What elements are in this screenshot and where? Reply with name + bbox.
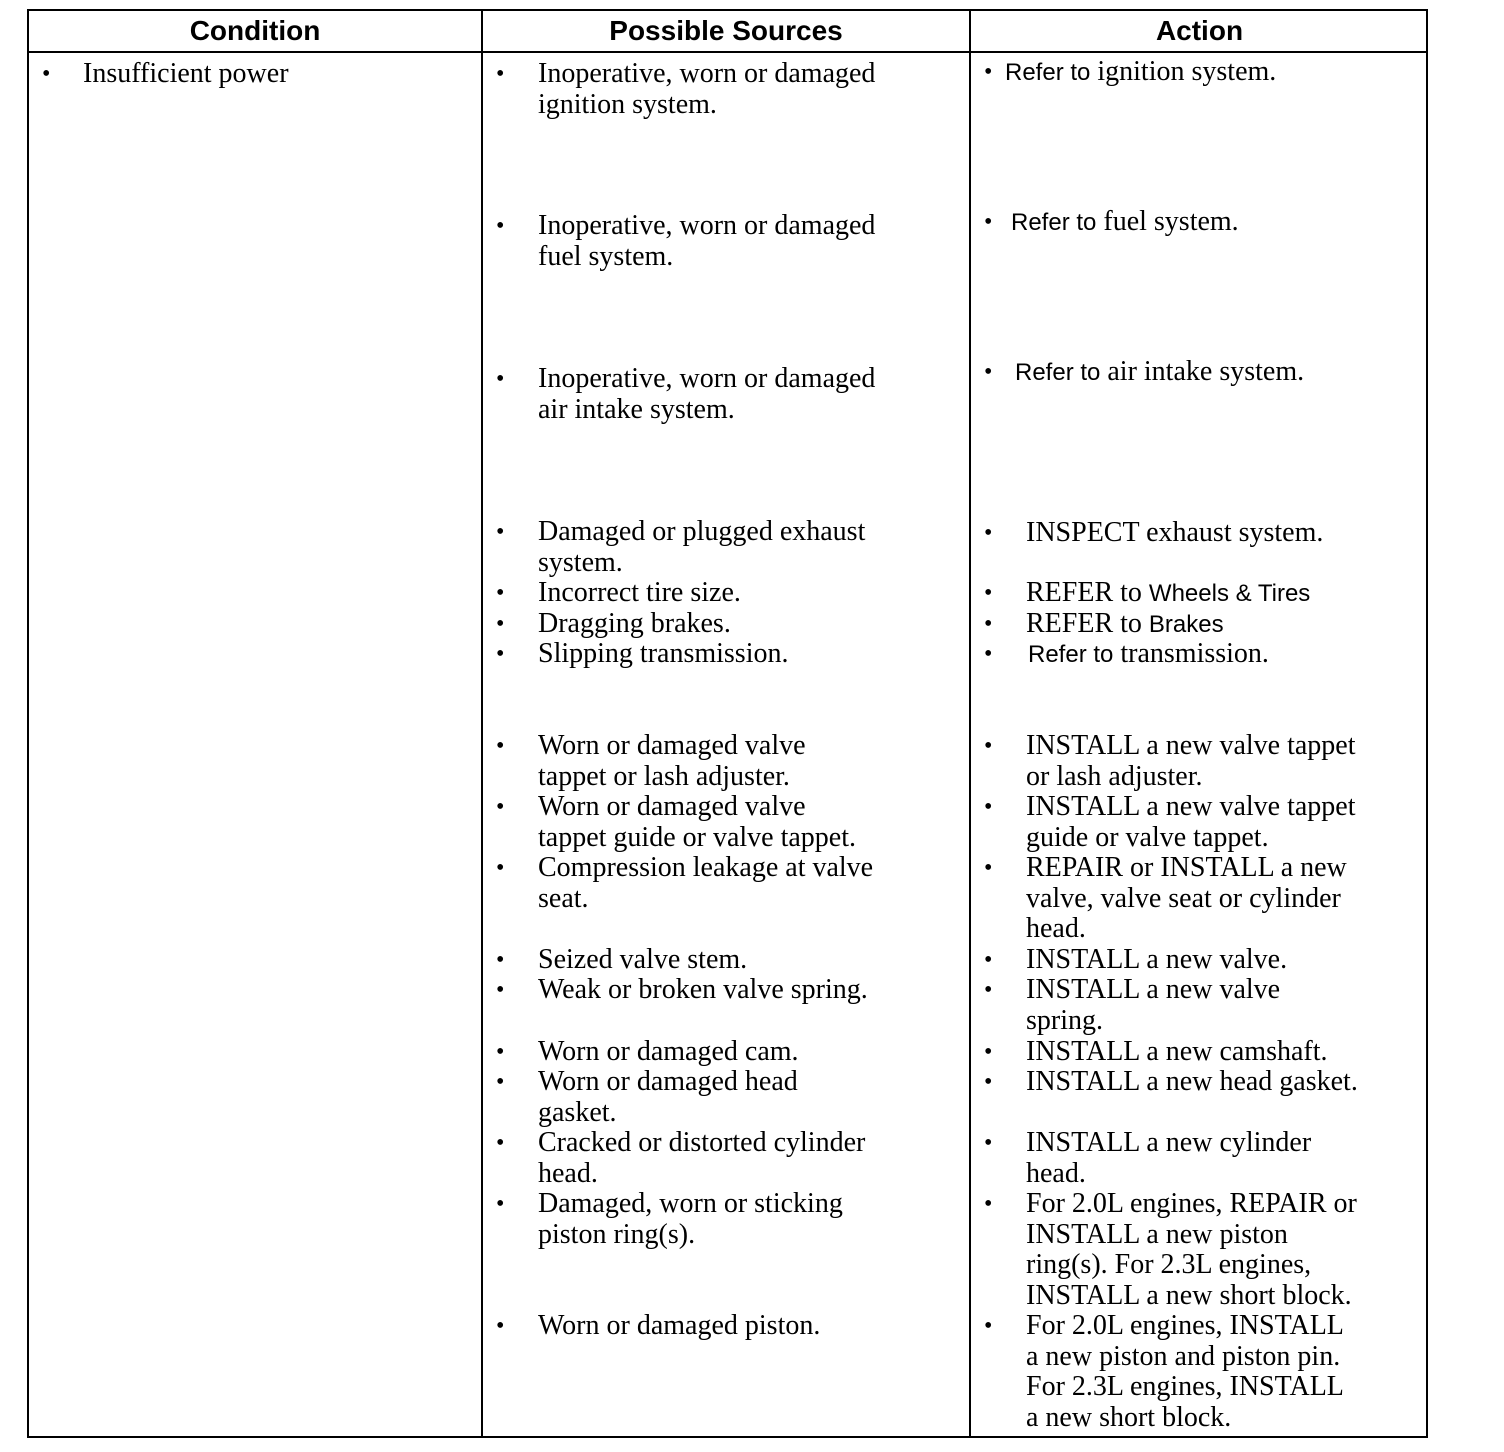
action-item-line: For 2.0L engines, INSTALL (1026, 1310, 1344, 1341)
source-item-line: Worn or damaged valve (538, 730, 806, 761)
header-action: Action (1155, 15, 1244, 46)
source-item-line: tappet guide or valve tappet. (538, 821, 856, 853)
action-item: REFER to Wheels & Tires (1026, 577, 1311, 608)
bullet: • (496, 733, 505, 759)
source-item-line: gasket. (538, 1096, 617, 1128)
bullet: • (496, 580, 505, 606)
source-item-line: ignition system. (538, 88, 717, 120)
action-item-line: INSTALL a new valve. (1026, 944, 1288, 975)
source-item-line: Worn or damaged piston. (538, 1310, 821, 1341)
bullet: • (496, 213, 505, 239)
source-item-line: Inoperative, worn or damaged (538, 58, 876, 89)
bullet: • (984, 611, 993, 637)
action-item-line: REPAIR or INSTALL a new (1026, 852, 1347, 883)
action-item-line: INSTALL a new head gasket. (1026, 1066, 1358, 1097)
action-item-line: INSTALL a new cylinder (1026, 1127, 1312, 1158)
bullet: • (496, 794, 505, 820)
source-item-line: Seized valve stem. (538, 944, 748, 975)
bullet: • (496, 1191, 505, 1217)
source-item-line: air intake system. (538, 393, 735, 425)
action-item-line: INSTALL a new valve tappet (1026, 730, 1356, 761)
bullet: • (984, 794, 993, 820)
action-item-line: spring. (1026, 1004, 1103, 1036)
action-item-line: guide or valve tappet. (1026, 821, 1269, 853)
source-item-line: Damaged or plugged exhaust (538, 516, 866, 547)
action-item: REFER to Brakes (1026, 608, 1224, 639)
bullet: • (496, 1069, 505, 1095)
column-divider (481, 11, 483, 1436)
bullet: • (984, 580, 993, 606)
bullet: • (984, 641, 993, 667)
action-item-line: head. (1026, 913, 1086, 945)
action-item-line: ring(s). For 2.3L engines, (1026, 1249, 1312, 1281)
bullet: • (984, 520, 993, 546)
source-item-line: Weak or broken valve spring. (538, 974, 868, 1005)
bullet: • (984, 1069, 993, 1095)
bullet: • (496, 1313, 505, 1339)
action-item-line: INSTALL a new short block. (1026, 1279, 1352, 1311)
bullet: • (984, 977, 993, 1003)
bullet: • (984, 1130, 993, 1156)
action-item-line: For 2.3L engines, INSTALL (1026, 1371, 1344, 1403)
bullet: • (984, 947, 993, 973)
source-item-line: Slipping transmission. (538, 638, 789, 669)
bullet: • (496, 61, 505, 87)
bullet: • (496, 611, 505, 637)
bullet: • (496, 366, 505, 392)
bullet: • (496, 977, 505, 1003)
source-item-line: piston ring(s). (538, 1218, 696, 1250)
action-item-line: head. (1026, 1157, 1086, 1189)
source-item-line: Incorrect tire size. (538, 577, 741, 608)
action-item: Refer to transmission. (1028, 638, 1269, 669)
source-item-line: Compression leakage at valve (538, 852, 874, 883)
bullet: • (496, 855, 505, 881)
bullet: • (496, 1039, 505, 1065)
bullet: • (984, 59, 993, 85)
action-item-line: INSTALL a new valve tappet (1026, 791, 1356, 822)
action-item-line: INSTALL a new valve (1026, 974, 1281, 1005)
column-divider (969, 11, 971, 1436)
source-item-line: Cracked or distorted cylinder (538, 1127, 866, 1158)
source-item-line: tappet or lash adjuster. (538, 760, 790, 792)
source-item-line: Worn or damaged head (538, 1066, 798, 1097)
action-item-line: or lash adjuster. (1026, 760, 1203, 792)
bullet: • (984, 1313, 993, 1339)
bullet: • (984, 1191, 993, 1217)
action-item: Refer to air intake system. (1015, 356, 1305, 387)
source-item-line: head. (538, 1157, 598, 1189)
condition-text: Insufficient power (83, 58, 289, 89)
action-item: INSPECT exhaust system. (1026, 517, 1324, 548)
action-item-line: INSTALL a new piston (1026, 1218, 1288, 1250)
source-item-line: Worn or damaged valve (538, 791, 806, 822)
source-item-line: Worn or damaged cam. (538, 1036, 799, 1067)
source-item-line: Dragging brakes. (538, 608, 731, 639)
action-item-line: a new short block. (1026, 1401, 1232, 1433)
action-item-line: INSTALL a new camshaft. (1026, 1036, 1328, 1067)
bullet: • (496, 641, 505, 667)
bullet: • (984, 359, 993, 385)
action-item-line: valve, valve seat or cylinder (1026, 882, 1341, 914)
bullet: • (984, 855, 993, 881)
action-item: Refer to fuel system. (1011, 206, 1239, 237)
bullet: • (496, 1130, 505, 1156)
action-item: Refer to ignition system. (1005, 56, 1277, 87)
bullet: • (984, 1039, 993, 1065)
source-item-line: Damaged, worn or sticking (538, 1188, 843, 1219)
bullet: • (42, 61, 51, 87)
bullet: • (984, 209, 993, 235)
header-condition: Condition (189, 15, 321, 46)
header-divider (29, 51, 1426, 53)
source-item-line: system. (538, 546, 623, 578)
troubleshooting-table (27, 9, 1428, 1438)
bullet: • (496, 519, 505, 545)
header-possible-sources: Possible Sources (609, 15, 843, 46)
source-item-line: fuel system. (538, 240, 674, 272)
source-item-line: seat. (538, 882, 589, 914)
source-item-line: Inoperative, worn or damaged (538, 210, 876, 241)
bullet: • (984, 733, 993, 759)
action-item-line: a new piston and piston pin. (1026, 1340, 1341, 1372)
bullet: • (496, 947, 505, 973)
source-item-line: Inoperative, worn or damaged (538, 363, 876, 394)
action-item-line: For 2.0L engines, REPAIR or (1026, 1188, 1357, 1219)
